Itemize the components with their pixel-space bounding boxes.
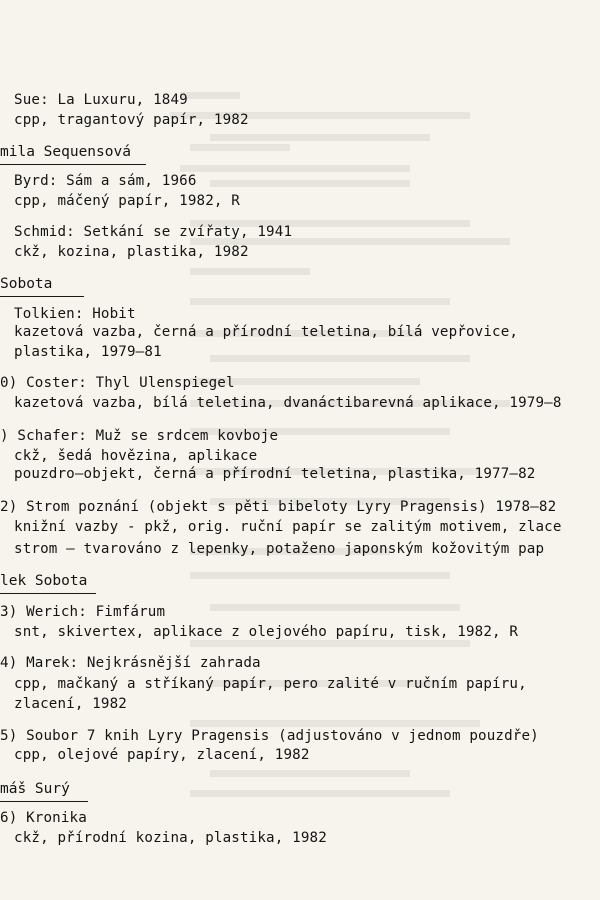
section-heading-sury: máš Surý xyxy=(0,779,88,802)
entry-title: 4) Marek: Nejkrásnější zahrada xyxy=(0,655,261,671)
entry-details: snt, skivertex, aplikace z olejového papíru, tisk, 1982, R xyxy=(14,624,519,640)
entry-details: cpp, tragantový papír, 1982 xyxy=(14,112,249,128)
entry-details: cpp, mačkaný a stříkaný papír, pero zalité v ručním papíru, xyxy=(14,676,527,692)
entry-title: Schmid: Setkání se zvířaty, 1941 xyxy=(14,224,293,240)
entry-title: 6) Kronika xyxy=(0,810,87,826)
entry-details: kazetová vazba, černá a přírodní teletina, bílá vepřovice, xyxy=(14,324,519,340)
entry-title: Tolkien: Hobit xyxy=(14,306,136,322)
entry-title: 0) Coster: Thyl Ulenspiegel xyxy=(0,375,235,391)
entry-details: pouzdro–objekt, černá a přírodní teletina, plastika, 1977–82 xyxy=(14,466,536,482)
entry-details: ckž, šedá hovězina, aplikace xyxy=(14,448,258,464)
section-heading-sobota: Sobota xyxy=(0,274,84,297)
section-heading-lek-sobota: lek Sobota xyxy=(0,571,96,594)
entry-details: plastika, 1979–81 xyxy=(14,344,162,360)
section-heading-sequensova: mila Sequensová xyxy=(0,142,146,165)
entry-title: 2) Strom poznání (objekt s pěti bibeloty Lyry Pragensis) 1978–82 xyxy=(0,499,557,515)
entry-title: ) Schafer: Muž se srdcem kovboje xyxy=(0,428,279,444)
entry-details: cpp, máčený papír, 1982, R xyxy=(14,193,240,209)
entry-title: Sue: La Luxuru, 1849 xyxy=(14,92,188,108)
entry-details: ckž, kozina, plastika, 1982 xyxy=(14,244,249,260)
entry-title: 3) Werich: Fimfárum xyxy=(0,604,166,620)
entry-details: kazetová vazba, bílá teletina, dvanáctibarevná aplikace, 1979–8 xyxy=(14,395,562,411)
entry-details: ckž, přírodní kozina, plastika, 1982 xyxy=(14,830,327,846)
entry-details: zlacení, 1982 xyxy=(14,696,127,712)
entry-title: 5) Soubor 7 knih Lyry Pragensis (adjustováno v jednom pouzdře) xyxy=(0,728,539,744)
entry-title: Byrd: Sám a sám, 1966 xyxy=(14,173,197,189)
entry-details: knižní vazby - pkž, orig. ruční papír se zalitým motivem, zlace xyxy=(14,519,562,535)
entry-details: strom – tvarováno z lepenky, potaženo japonským kožovitým pap xyxy=(14,541,545,557)
entry-details: cpp, olejové papíry, zlacení, 1982 xyxy=(14,747,310,763)
